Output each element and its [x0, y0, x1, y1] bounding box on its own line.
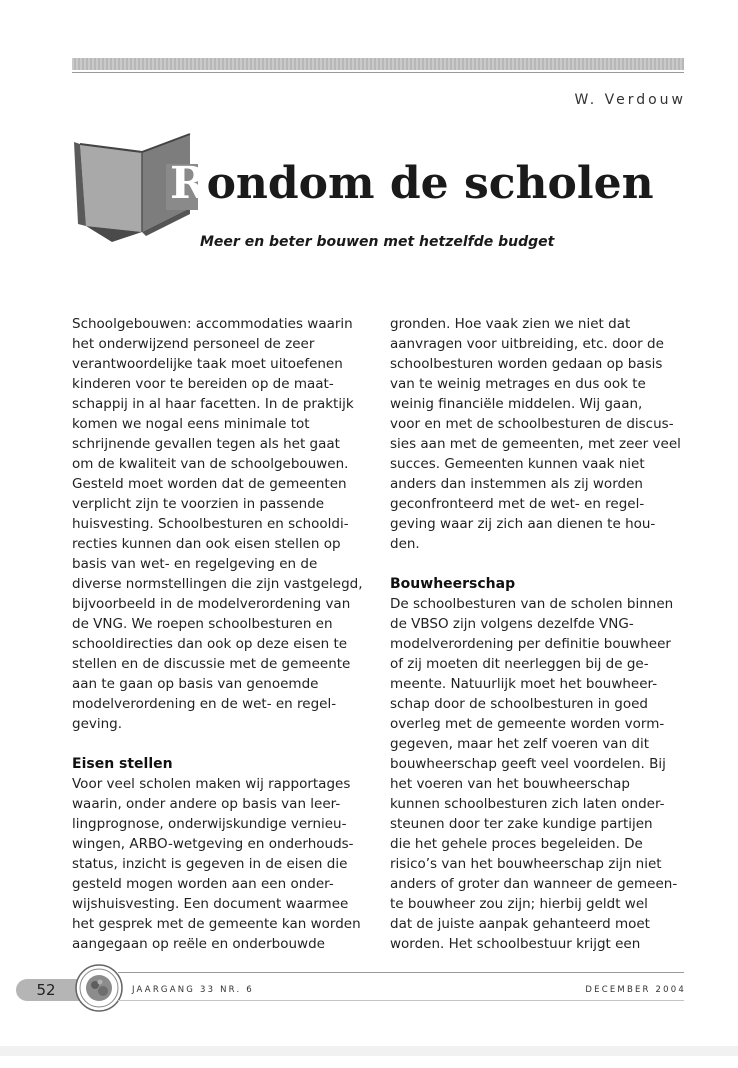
text-line: stellen en de discussie met de gemeente — [72, 656, 351, 672]
article-title — [170, 158, 654, 209]
text-line: Gesteld moet worden dat de gemeenten — [72, 476, 347, 492]
text-line: bijvoorbeeld in de modelverordening van — [72, 596, 351, 612]
text-line: succes. Gemeenten kunnen vaak niet — [390, 456, 645, 472]
eisen-stellen-paragraph — [72, 774, 374, 954]
header-decorative-bar — [72, 58, 684, 70]
text-line: die het gehele proces begeleiden. De — [390, 836, 643, 852]
text-line: het onderwijzend personeel de zeer — [72, 336, 315, 352]
text-line: of zij moeten dit neerleggen bij de ge- — [390, 656, 649, 672]
author-name: W. Verdouw — [574, 92, 686, 108]
text-line: den. — [390, 536, 420, 552]
text-line: te bouwheer zou zijn; hierbij geldt wel — [390, 896, 648, 912]
text-line: diverse normstellingen die zijn vastgelegd, — [72, 576, 363, 592]
right-column — [390, 314, 688, 954]
text-line: schooldirecties dan ook op deze eisen te — [72, 636, 348, 652]
text-line: anders of groter dan wanneer de gemeen- — [390, 876, 678, 892]
page-number: 52 — [36, 981, 56, 999]
text-line: dat de juiste aanpak gehanteerd moet — [390, 916, 650, 932]
section-heading-eisen-stellen: Eisen stellen — [72, 756, 173, 772]
text-line: schap door de schoolbesturen in goed — [390, 696, 648, 712]
text-line: modelverordening per definitie bouwheer — [390, 636, 671, 652]
text-line: huisvesting. Schoolbesturen en schooldi- — [72, 516, 349, 532]
text-line: gronden. Hoe vaak zien we niet dat — [390, 316, 631, 332]
text-line: status, inzicht is gegeven in de eisen die — [72, 856, 348, 872]
text-line: Voor veel scholen maken wij rapportages — [72, 776, 351, 792]
text-line: lingprognose, onderwijskundige vernieu- — [72, 816, 347, 832]
text-line: worden. Het schoolbestuur krijgt een — [390, 936, 641, 952]
text-line: anders dan instemmen als zij worden — [390, 476, 643, 492]
text-line: het voeren van het bouwheerschap — [390, 776, 630, 792]
scan-bottom-band — [0, 1046, 738, 1056]
bouwheerschap-paragraph — [390, 594, 688, 954]
text-line: Schoolgebouwen: accommodaties waarin — [72, 316, 353, 332]
text-line: voor en met de schoolbesturen de discus- — [390, 416, 674, 432]
header-rule — [72, 72, 684, 73]
text-line: geving waar zij zich aan dienen te hou- — [390, 516, 656, 532]
intro-paragraph — [72, 314, 374, 734]
left-column — [72, 314, 374, 954]
issue-date: DECEMBER 2004 — [585, 985, 686, 995]
text-line: recties kunnen dan ook eisen stellen op — [72, 536, 341, 552]
text-line: De schoolbesturen van de scholen binnen — [390, 596, 674, 612]
text-line: aangegaan op reële en onderbouwde — [72, 936, 325, 952]
text-line: verplicht zijn te voorzien in passende — [72, 496, 325, 512]
text-line: het gesprek met de gemeente kan worden — [72, 916, 361, 932]
text-line: steunen door ter zake kundige partijen — [390, 816, 653, 832]
text-line: om de kwaliteit van de schoolgebouwen. — [72, 456, 349, 472]
text-line: overleg met de gemeente worden vorm- — [390, 716, 665, 732]
text-line: bouwheerschap geeft veel voordelen. Bij — [390, 756, 666, 772]
text-line: schappij in al haar facetten. In de praktijk — [72, 396, 354, 412]
text-line: weinig financiële middelen. Wij gaan, — [390, 396, 643, 412]
continued-paragraph — [390, 314, 688, 554]
text-line: van te weinig metrages en dus ook te — [390, 376, 646, 392]
text-line: schoolbesturen worden gedaan op basis — [390, 356, 663, 372]
text-line: verantwoordelijke taak moet uitoefenen — [72, 356, 343, 372]
text-line: kunnen schoolbesturen zich laten onder- — [390, 796, 665, 812]
title-rest: ondom de scholen — [206, 158, 654, 209]
text-line: kinderen voor te bereiden op de maat- — [72, 376, 334, 392]
text-line: geving. — [72, 716, 123, 732]
section-heading-bouwheerschap: Bouwheerschap — [390, 576, 516, 592]
text-line: modelverordening en de wet- en regel- — [72, 696, 337, 712]
text-line: sies aan met de gemeenten, met zeer veel — [390, 436, 681, 452]
title-initial: R — [170, 158, 207, 209]
text-line: risico’s van het bouwheerschap zijn niet — [390, 856, 662, 872]
text-line: aanvragen voor uitbreiding, etc. door de — [390, 336, 664, 352]
text-line: wijshuisvesting. Een document waarmee — [72, 896, 349, 912]
footer-rule-lower — [118, 1000, 684, 1001]
text-line: gegeven, maar het zelf voeren van dit — [390, 736, 650, 752]
text-line: geconfronteerd met de wet- en regel- — [390, 496, 645, 512]
text-line: de VBSO zijn volgens dezelfde VNG- — [390, 616, 634, 632]
article-subtitle: Meer en beter bouwen met hetzelfde budget — [200, 234, 555, 250]
footer-rule — [118, 972, 684, 973]
text-line: komen we nogal eens minimale tot — [72, 416, 310, 432]
text-line: gesteld mogen worden aan een onder- — [72, 876, 334, 892]
text-line: meente. Natuurlijk moet het bouwheer- — [390, 676, 658, 692]
journal-issue: JAARGANG 33 NR. 6 — [132, 985, 254, 995]
text-line: de VNG. We roepen schoolbesturen en — [72, 616, 333, 632]
text-line: waarin, onder andere op basis van leer- — [72, 796, 341, 812]
text-line: basis van wet- en regelgeving en de — [72, 556, 318, 572]
text-line: aan te gaan op basis van genoemde — [72, 676, 319, 692]
journal-seal-icon — [74, 963, 124, 1013]
text-line: wingen, ARBO-wetgeving en onderhouds- — [72, 836, 354, 852]
text-line: schrijnende gevallen tegen als het gaat — [72, 436, 340, 452]
